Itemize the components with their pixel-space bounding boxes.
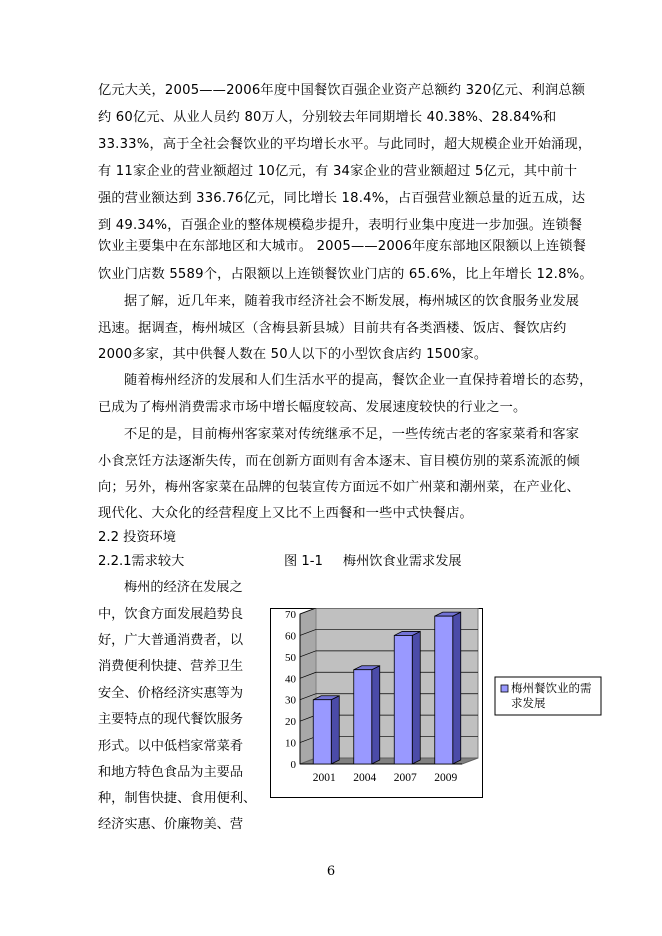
paragraph-1-line: 有 11家企业的营业额超过 10亿元，有 34家企业的营业额超过 5亿元，其中前十	[98, 164, 578, 179]
demand-bar-chart	[270, 608, 622, 798]
paragraph-4-line: 不足的是，目前梅州客家菜对传统继承不足，一些传统古老的客家菜肴和客家	[124, 427, 580, 442]
figure-caption	[284, 553, 462, 570]
figure-number: 图 1-1	[284, 554, 323, 569]
figure-title: 梅州饮食业需求发展	[342, 554, 462, 569]
paragraph-4-line: 现代化、大众化的经营程度上又比不上西餐和一些中式快餐店。	[98, 506, 473, 521]
side-paragraph-line: 安全、价格经济实惠等为	[98, 686, 244, 701]
paragraph-1-line: 饮业门店数 5589个，占限额以上连锁餐饮业门店的 65.6%，比上年增长 12.8%。	[98, 267, 593, 282]
side-paragraph-line: 和地方特色食品为主要品	[98, 765, 244, 780]
side-paragraph-line: 主要特点的现代餐饮服务	[98, 712, 244, 727]
bar-2004	[354, 670, 372, 764]
x-tick-label: 2009	[434, 772, 458, 784]
side-paragraph-line: 经济实惠、价廉物美、营	[98, 817, 244, 832]
paragraph-4-line: 向；另外，梅州客家菜在品牌的包装宣传方面远不如广州菜和潮州菜，在产业化、	[98, 480, 580, 495]
side-paragraph-line: 消费便利快捷、营养卫生	[98, 659, 244, 674]
bar-2007	[394, 635, 412, 764]
y-tick-label: 30	[285, 694, 296, 707]
side-paragraph-line: 种，制售快捷、食用便利、	[98, 791, 257, 806]
x-tick-label: 2004	[353, 772, 377, 784]
paragraph-2-line: 迅速。据调查，梅州城区（含梅县新县城）目前共有各类酒楼、饭店、餐饮店约	[98, 321, 567, 336]
paragraph-2-line: 2000多家，其中供餐人数在 50人以下的小型饮食店约 1500家。	[98, 347, 488, 362]
side-paragraph-line: 中，饮食方面发展趋势良	[98, 607, 244, 622]
bar-side	[453, 612, 461, 764]
side-paragraph-line: 形式。以中低档家常菜肴	[98, 739, 244, 754]
paragraph-1-line: 饮业主要集中在东部地区和大城市。 2005——2006年度东部地区限额以上连锁餐	[98, 239, 587, 254]
legend-label: 求发展	[511, 696, 546, 710]
y-tick-label: 60	[285, 630, 296, 643]
side-paragraph-line: 好，广大普通消费者，以	[98, 633, 244, 648]
legend-swatch	[501, 685, 508, 692]
section-heading: 2.2 投资环境	[98, 530, 176, 545]
page-number: 6	[326, 864, 336, 879]
y-tick-label: 0	[290, 759, 296, 771]
y-tick-label: 40	[285, 673, 296, 686]
y-tick-label: 20	[285, 716, 296, 729]
paragraph-4-line: 小食烹饪方法逐渐失传，而在创新方面则有舍本逐末、盲目模仿别的菜系流派的倾	[98, 454, 580, 469]
y-tick-label: 10	[285, 737, 296, 750]
paragraph-1-line: 到 49.34%，百强企业的整体规模稳步提升，表明行业集中度进一步加强。连锁餐	[98, 218, 583, 233]
x-tick-label: 2001	[312, 772, 336, 784]
y-tick-label: 70	[285, 609, 296, 621]
paragraph-1-line: 33.33%，高于全社会餐饮业的平均增长水平。与此同时，超大规模企业开始涌现，	[98, 137, 592, 152]
paragraph-3-line: 已成为了梅州消费需求市场中增长幅度较高、发展速度较快的行业之一。	[98, 400, 527, 415]
paragraph-1-line: 强的营业额达到 336.76亿元，同比增长 18.4%，占百强营业额总量的近五成，达	[98, 191, 586, 206]
paragraph-1-line: 约 60亿元、从业人员约 80万人，分别较去年同期增长 40.38%、28.84%和	[98, 110, 557, 125]
paragraph-3-line: 随着梅州经济的发展和人们生活水平的提高，餐饮企业一直保持着增长的态势，	[124, 373, 593, 388]
bar-2009	[435, 616, 453, 764]
bar-2001	[313, 700, 331, 764]
legend-label: 梅州餐饮业的需	[511, 681, 592, 695]
paragraph-2-line: 据了解，近几年来，随着我市经济社会不断发展，梅州城区的饮食服务业发展	[124, 294, 580, 309]
side-paragraph-line: 梅州的经济在发展之	[124, 580, 243, 595]
y-tick-label: 50	[285, 651, 296, 664]
bar-side	[412, 631, 420, 764]
bar-side	[372, 666, 380, 764]
x-tick-label: 2007	[393, 772, 417, 784]
subsection-heading: 2.2.1需求较大	[98, 554, 185, 569]
paragraph-1-line: 亿元大关，2005——2006年度中国餐饮百强企业资产总额约 320亿元、利润总额	[98, 83, 586, 98]
bar-side	[331, 696, 339, 764]
